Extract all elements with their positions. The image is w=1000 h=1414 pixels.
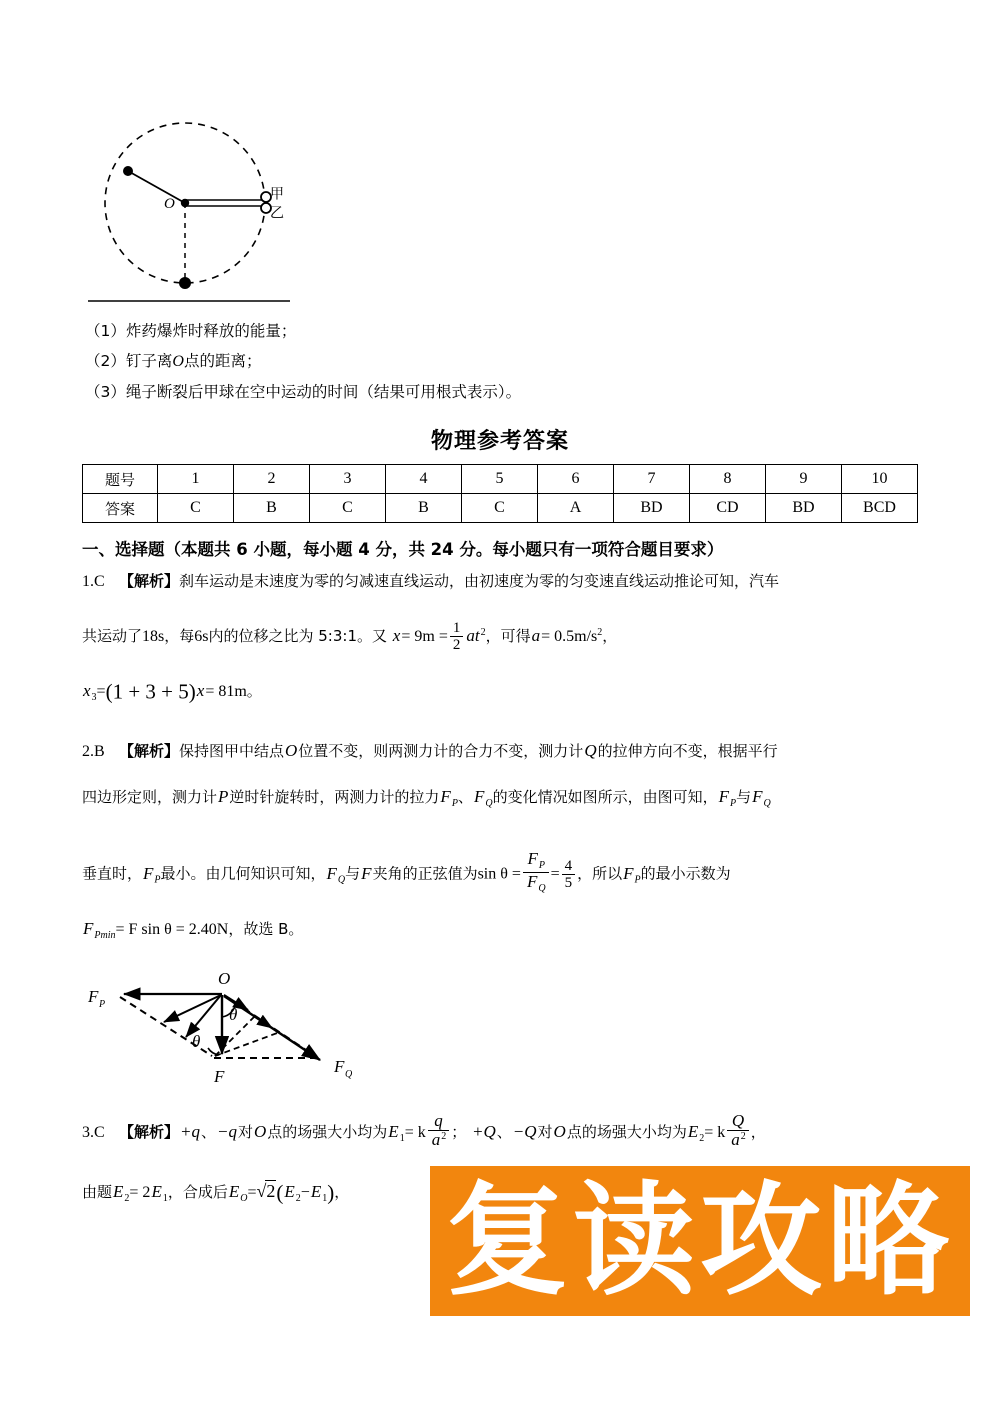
sol2-l1-a: 保持图甲中结点 [179, 742, 285, 760]
table-cell-number: 8 [690, 465, 766, 494]
sol3-minus-Q: −Q [512, 1122, 537, 1142]
frac-a: a [431, 1130, 441, 1150]
sol2-l3-e: ，所以 [577, 864, 623, 883]
solution-1-answer: C [94, 573, 105, 590]
frac-den-FQ [523, 872, 549, 895]
sol2-FP: F [440, 787, 451, 806]
sol2-l3-FP: F [143, 863, 154, 883]
sol1-at: at [466, 625, 480, 645]
table-cell-number: 2 [234, 465, 310, 494]
table-cell-answer: BCD [842, 494, 918, 523]
frac-num-q [428, 1112, 450, 1130]
sol3-l1-h: 点的场强大小均为 [566, 1123, 687, 1142]
figure-label-yi: 乙 [268, 205, 284, 219]
sol3-eq-1: = k [404, 1124, 426, 1142]
frac-num-4: 4 [564, 857, 573, 874]
sol3-plus-q: +q [180, 1122, 200, 1142]
sol3-l2-eq: = 2 [129, 1184, 151, 1201]
frac-denominator: 2 [450, 636, 464, 653]
force-label-FP-sub: P [99, 999, 106, 1010]
sol2-l1-c: 的拉伸方向不变，根据平行 [597, 742, 778, 760]
sol3-l2-E2-sub: 2 [124, 1193, 130, 1204]
frac-FP: F [527, 849, 538, 868]
frac-FQ-sub: Q [538, 882, 546, 894]
force-label-O: O [218, 969, 231, 988]
sol3-l1-g: 对 [537, 1123, 553, 1142]
theta-label-bottom: θ [192, 1032, 201, 1051]
force-label-FQ-sub: Q [345, 1069, 353, 1080]
sol2-l3-FQ-sub: Q [337, 874, 346, 886]
sol2-l3-FP2-sub: P [634, 874, 641, 886]
sol2-l3-FP2: F [623, 863, 634, 883]
vector-intermediate-left-2 [186, 995, 221, 1037]
sol3-E2-sub: 2 [699, 1133, 705, 1145]
table-cell-answer: BD [766, 494, 842, 523]
sol2-sin-eq: sin θ = [477, 865, 521, 883]
solution-1-line-3 [82, 680, 932, 709]
sol2-l1-b: 位置不变，则两测力计的合力不变，测力计 [298, 742, 584, 760]
sol2-FP-sub: P [451, 798, 458, 809]
label-O: O [164, 196, 175, 212]
sol1-l2-b: ，每 [164, 626, 195, 645]
solution-2-number: 2. [82, 743, 94, 760]
figure-label-jia: 甲 [268, 186, 284, 200]
sol3-l1-end: ， [750, 1123, 766, 1142]
sol1-val: = 0.5m/s [541, 627, 598, 645]
sol3-l2-b: ，合成后 [167, 1183, 228, 1201]
ball-circle-figure [80, 95, 380, 310]
solution-1-tag: 【解析】 [118, 572, 179, 590]
table-row-numbers [83, 465, 918, 494]
sol1-val-exp: 2 [597, 626, 603, 638]
sol2-sep: 、 [457, 788, 473, 806]
sol2-l2-b: 逆时针旋转时，两测力计的拉力 [229, 788, 440, 806]
frac-a-exp: 2 [441, 1131, 447, 1143]
sol3-l2-E1: E [151, 1182, 162, 1201]
solution-3-number: 3. [82, 1124, 94, 1142]
sol3-EB-sub: 1 [322, 1193, 328, 1204]
table-cell-answer: A [538, 494, 614, 523]
table-cell-answer: C [462, 494, 538, 523]
sol1-at-exp: 2 [480, 626, 486, 638]
frac-den-a2-b [727, 1130, 749, 1149]
row-header-answer: 答案 [83, 494, 158, 523]
table-cell-number: 7 [614, 465, 690, 494]
sol2-l2-P: P [218, 787, 229, 806]
sol2-l2-a: 四边形定则，测力计 [82, 788, 218, 806]
sol3-minus-q: −q [217, 1122, 237, 1142]
sol2-l3-f: 的最小示数为 [640, 864, 731, 883]
angle-arc-bottom [208, 1048, 219, 1055]
sol2-l4-sub: Pmin [94, 930, 116, 941]
sol3-sep-2: 、 [496, 1123, 512, 1142]
fraction-Q-over-a2 [727, 1112, 749, 1150]
sol2-equals: = [550, 865, 560, 883]
table-cell-answer: CD [690, 494, 766, 523]
fraction-four-fifths [562, 858, 576, 891]
table-cell-answer: C [158, 494, 234, 523]
sol2-l3-b: 最小。由几何知识可知， [160, 864, 326, 883]
force-label-F: F [214, 1067, 225, 1086]
sol3-E2: E [687, 1122, 699, 1142]
question-part-2-var: O [172, 353, 184, 370]
page-title: 物理参考答案 [430, 429, 569, 454]
frac-den-5: 5 [562, 874, 576, 891]
sol3-EA: E [284, 1182, 295, 1201]
table-cell-number: 9 [766, 465, 842, 494]
solution-2-line-4 [82, 918, 932, 947]
frac-FQ: F [526, 871, 538, 891]
solution-2-line-3 [82, 850, 932, 895]
sol1-l2-c: 内的位移之比为 5:3:1。又 [208, 626, 388, 645]
frac-den-a2 [428, 1130, 450, 1149]
rod-upper-left [128, 171, 185, 203]
table-cell-number: 1 [158, 465, 234, 494]
sol3-O-1: O [254, 1122, 267, 1142]
sol2-l3-a: 垂直时， [82, 864, 143, 883]
sol3-E1-sub: 1 [399, 1133, 405, 1145]
table-cell-number: 10 [842, 465, 918, 494]
solution-1-text: 刹车运动是末速度为零的匀减速直线运动，由初速度为零的匀变速直线运动推论可知，汽车 [179, 572, 780, 590]
sol1-var-x: x [392, 625, 401, 645]
sol2-l4-b: ，故选 B。 [228, 920, 304, 938]
sol3-l1-c: 对 [237, 1123, 253, 1142]
sol2-l3-d: 夹角的正弦值为 [372, 864, 478, 883]
center-point-O [181, 199, 189, 207]
sol3-l2-E1-sub: 1 [162, 1193, 168, 1204]
solution-1-number: 1. [82, 573, 94, 590]
question-part-2-pre: （2）钉子离 [85, 352, 173, 370]
force-label-FQ: F [334, 1057, 345, 1076]
solution-2-line-2 [82, 786, 932, 815]
fraction-q-over-a2 [428, 1112, 450, 1150]
sol2-FQ-sub-2: Q [763, 798, 771, 809]
force-label-FP: F [88, 987, 99, 1006]
frac-a-b-exp: 2 [740, 1131, 746, 1143]
table-row-answers [83, 494, 918, 523]
sol3-paren-close: ) [327, 1180, 335, 1205]
frac-numerator: 1 [452, 620, 461, 636]
fraction-FP-over-FQ [523, 850, 549, 895]
sol3-EB: E [310, 1182, 322, 1201]
dashed-inner-2 [215, 1032, 280, 1056]
sol3-l2-eq2: = [247, 1184, 257, 1201]
sol3-minus: − [300, 1184, 310, 1201]
sol2-l4-eq: = F sin θ = 2.40N [115, 921, 229, 938]
sol1-l3-x: x [196, 681, 205, 700]
sol2-FQ: F [473, 787, 485, 806]
question-part-2 [85, 346, 915, 377]
sol3-O-2: O [553, 1122, 566, 1142]
question-part-2-post: 点的距离； [183, 352, 262, 370]
vector-intermediate-left-1 [164, 995, 221, 1022]
sol3-EA-sub: 2 [295, 1193, 301, 1204]
sol3-semicolon: ； [451, 1123, 467, 1142]
frac-num-FP [523, 850, 549, 872]
sol1-l2-a: 共运动了 [82, 626, 143, 645]
sol2-l2-d: 与 [736, 788, 752, 806]
sol1-x3-sub: 3 [91, 692, 97, 703]
sol2-l3-FQ: F [326, 863, 337, 883]
question-parts-list [85, 316, 915, 407]
sol1-l3-end: 。 [246, 682, 262, 700]
watermark-text: 复读攻略 [446, 1170, 954, 1312]
table-cell-number: 6 [538, 465, 614, 494]
table-cell-answer: B [234, 494, 310, 523]
table-cell-answer: BD [614, 494, 690, 523]
sol3-l2-a: 由题 [82, 1183, 113, 1201]
sol2-l4-F: F [83, 919, 94, 938]
table-cell-answer: B [386, 494, 462, 523]
sol3-E1: E [388, 1122, 399, 1142]
table-cell-number: 3 [310, 465, 386, 494]
solution-2-line-1 [82, 740, 932, 763]
question-part-1: （1）炸药爆炸时释放的能量； [85, 322, 297, 340]
sol1-l2-t2: 6s [194, 627, 209, 645]
sol2-FQ-sub: Q [485, 798, 493, 809]
sol3-plus-Q: +Q [472, 1122, 496, 1142]
vector-FQ [224, 996, 320, 1060]
frac-q: q [434, 1111, 443, 1130]
watermark-banner [430, 1166, 970, 1316]
sol1-l2-t1: 18s [142, 627, 165, 645]
sol1-var-a: a [531, 625, 541, 645]
sol2-l3-F: F [361, 863, 372, 883]
ball-upper-left [123, 166, 133, 176]
sol3-l2-end: ， [334, 1183, 350, 1201]
sol2-FP-2: F [718, 787, 729, 806]
fraction-one-half [450, 620, 464, 653]
ball-bottom [179, 277, 191, 289]
sqrt-radicand: 2 [266, 1181, 276, 1201]
solution-3-answer: C [94, 1124, 105, 1142]
frac-a-b: a [731, 1130, 740, 1150]
solution-2-tag: 【解析】 [118, 742, 179, 760]
sol2-l1-Q: Q [584, 741, 597, 760]
sqrt-symbol: √2 [256, 1181, 276, 1201]
sol2-l3-FP-sub: P [154, 874, 161, 886]
answer-table [82, 464, 918, 523]
sol2-FP-sub-2: P [729, 798, 737, 809]
sol2-l3-c: 与 [345, 864, 361, 883]
solution-3-line-1 [82, 1112, 932, 1150]
question-part-3: （3）绳子断裂后甲球在空中运动的时间（结果可用根式表示）。 [85, 383, 522, 401]
sol1-l3-paren: (1 + 3 + 5) [105, 679, 196, 704]
theta-label-top: θ [229, 1005, 238, 1024]
sol3-l2-E2: E [113, 1182, 124, 1201]
solution-2-answer: B [94, 743, 105, 760]
frac-Q: Q [731, 1111, 745, 1130]
force-vector-figure [82, 962, 402, 1090]
section-heading: 一、选择题（本题共 6 小题，每小题 4 分，共 24 分。每小题只有一项符合题目要求） [82, 540, 724, 559]
frac-num-Q [727, 1112, 749, 1130]
sol3-paren-open: ( [276, 1180, 284, 1205]
sol1-x3: x [83, 681, 91, 700]
solution-1-line-1 [82, 570, 932, 593]
table-cell-number: 5 [462, 465, 538, 494]
sol3-l2-EO: E [228, 1182, 240, 1201]
sol3-sep-1: 、 [200, 1123, 216, 1142]
sol1-l2-end: ， [602, 626, 618, 645]
solution-1-line-2 [82, 620, 932, 653]
table-cell-number: 4 [386, 465, 462, 494]
sol1-eq: = 9m = [401, 627, 448, 645]
sol2-l1-O: O [285, 741, 298, 760]
row-header-number: 题号 [83, 465, 158, 494]
sol3-l1-d: 点的场强大小均为 [267, 1123, 388, 1142]
sol3-l2-EO-sub: O [240, 1193, 248, 1204]
sol1-l2-d: ，可得 [485, 626, 531, 645]
sol1-l3-eq: = [96, 683, 106, 700]
sol2-l2-c: 的变化情况如图所示，由图可知， [492, 788, 718, 806]
table-cell-answer: C [310, 494, 386, 523]
sol1-l3-res: = 81m [205, 683, 247, 700]
solution-3-tag: 【解析】 [118, 1123, 179, 1142]
sol3-eq-2: = k [704, 1124, 726, 1142]
sol2-FQ-2: F [752, 787, 763, 806]
frac-FP-sub: P [538, 860, 545, 871]
